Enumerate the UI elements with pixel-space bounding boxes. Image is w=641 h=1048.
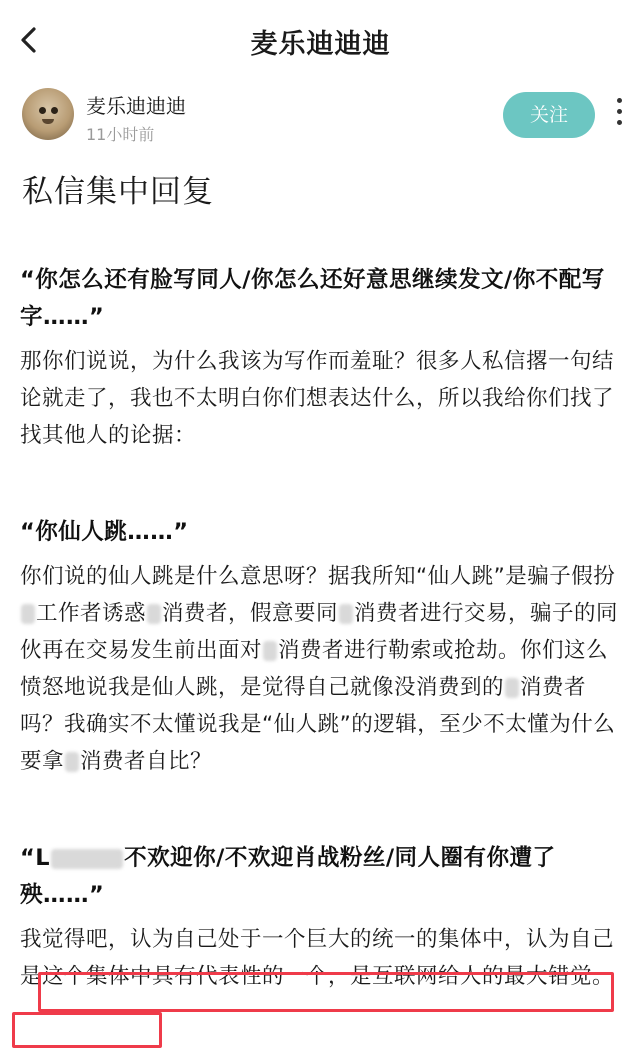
author-row (0, 82, 641, 152)
censor-blur (51, 849, 123, 869)
censor-blur (65, 752, 79, 772)
nav-title: 麦乐迪迪迪 (250, 29, 391, 60)
quote-heading: “L 不欢迎你/不欢迎肖战粉丝/同人圈有你遭了殃……” (20, 845, 556, 908)
more-vertical-icon[interactable] (613, 98, 625, 134)
quote-heading: “你仙人跳……” (20, 519, 189, 545)
censor-blur (147, 604, 161, 624)
highlighted-text: 的最大错觉。 (482, 964, 615, 989)
top-nav-bar (0, 0, 641, 82)
post-body (20, 262, 625, 995)
avatar[interactable] (22, 88, 74, 140)
censor-blur (505, 678, 519, 698)
reply-paragraph: 你们说的仙人跳是什么意思呀？据我所知“仙人跳”是骗子假扮工作者诱惑 消费者，假意要同 消费者进行交易，骗子的同伙再在交易发生前出面对 消费者进行勒索或抢劫。你们这么愤怒地说我是仙人跳，是觉得自己就像没消费到的 消费者吗？我确实不太懂说我是“仙人跳”的逻辑，至少不太懂为什么要拿 消费者自比？ (20, 564, 619, 774)
reply-paragraph: 那你们说说，为什么我该为写作而羞耻？很多人私信撂一句结论就走了，我也不太明白你们想表达什么，所以我给你们找了找其他人的论据： (20, 349, 615, 448)
censor-blur (21, 604, 35, 624)
reply-paragraph: 我觉得吧，认为自己处于一个巨大的统一的集体中，认为自己是这个集体中具有代表性的一个，是互联网给人的最大错觉。 (20, 927, 615, 989)
follow-button[interactable]: 关注 (503, 92, 595, 138)
author-name[interactable]: 麦乐迪迪迪 (86, 94, 186, 118)
highlighted-text: 自己是这个集体中具有代表性的一个，是互联网给人 (20, 927, 615, 989)
quote-heading: “你怎么还有脸写同人/你怎么还好意思继续发文/你不配写字……” (20, 267, 605, 330)
censor-blur (339, 604, 353, 624)
post-title: 私信集中回复 (22, 174, 214, 210)
post-timestamp: 11小时前 (86, 125, 155, 144)
censor-blur (263, 641, 277, 661)
highlight-box (12, 1012, 162, 1048)
